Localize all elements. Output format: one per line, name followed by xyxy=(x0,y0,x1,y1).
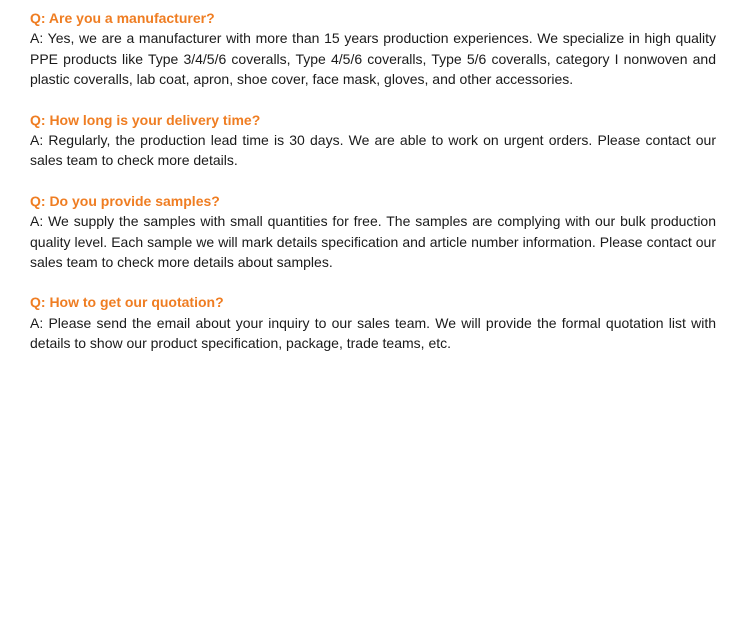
faq-answer: A: Yes, we are a manufacturer with more than 15 years production experiences. We specialize in high quality PPE products like Type 3/4/5/6 coveralls, Type 4/5/6 coveralls, Type 5/6 coveralls, category I nonwoven and plastic coveralls, lab coat, apron, shoe cover, face mask, gloves, and other accessories. xyxy=(30,30,716,88)
faq-item-delivery-time xyxy=(30,110,716,171)
faq-answer: A: Please send the email about your inquiry to our sales team. We will provide the formal quotation list with details to show our product specification, package, trade teams, etc. xyxy=(30,314,716,352)
faq-question: Q: How long is your delivery time? xyxy=(30,111,261,128)
faq-list xyxy=(30,8,716,374)
faq-answer: A: We supply the samples with small quantities for free. The samples are complying with our bulk production quality level. Each sample we will mark details specification and article number information. Please contact our sales team to check more details about samples. xyxy=(30,213,716,271)
faq-question: Q: How to get our quotation? xyxy=(30,294,224,311)
faq-question: Q: Do you provide samples? xyxy=(30,192,220,209)
faq-item-quotation xyxy=(30,292,716,353)
faq-question: Q: Are you a manufacturer? xyxy=(30,10,215,26)
faq-item-manufacturer xyxy=(30,8,716,90)
faq-answer: A: Regularly, the production lead time is 30 days. We are able to work on urgent orders. Please contact our sales team to check more details. xyxy=(30,132,716,169)
faq-item-samples xyxy=(30,191,716,273)
